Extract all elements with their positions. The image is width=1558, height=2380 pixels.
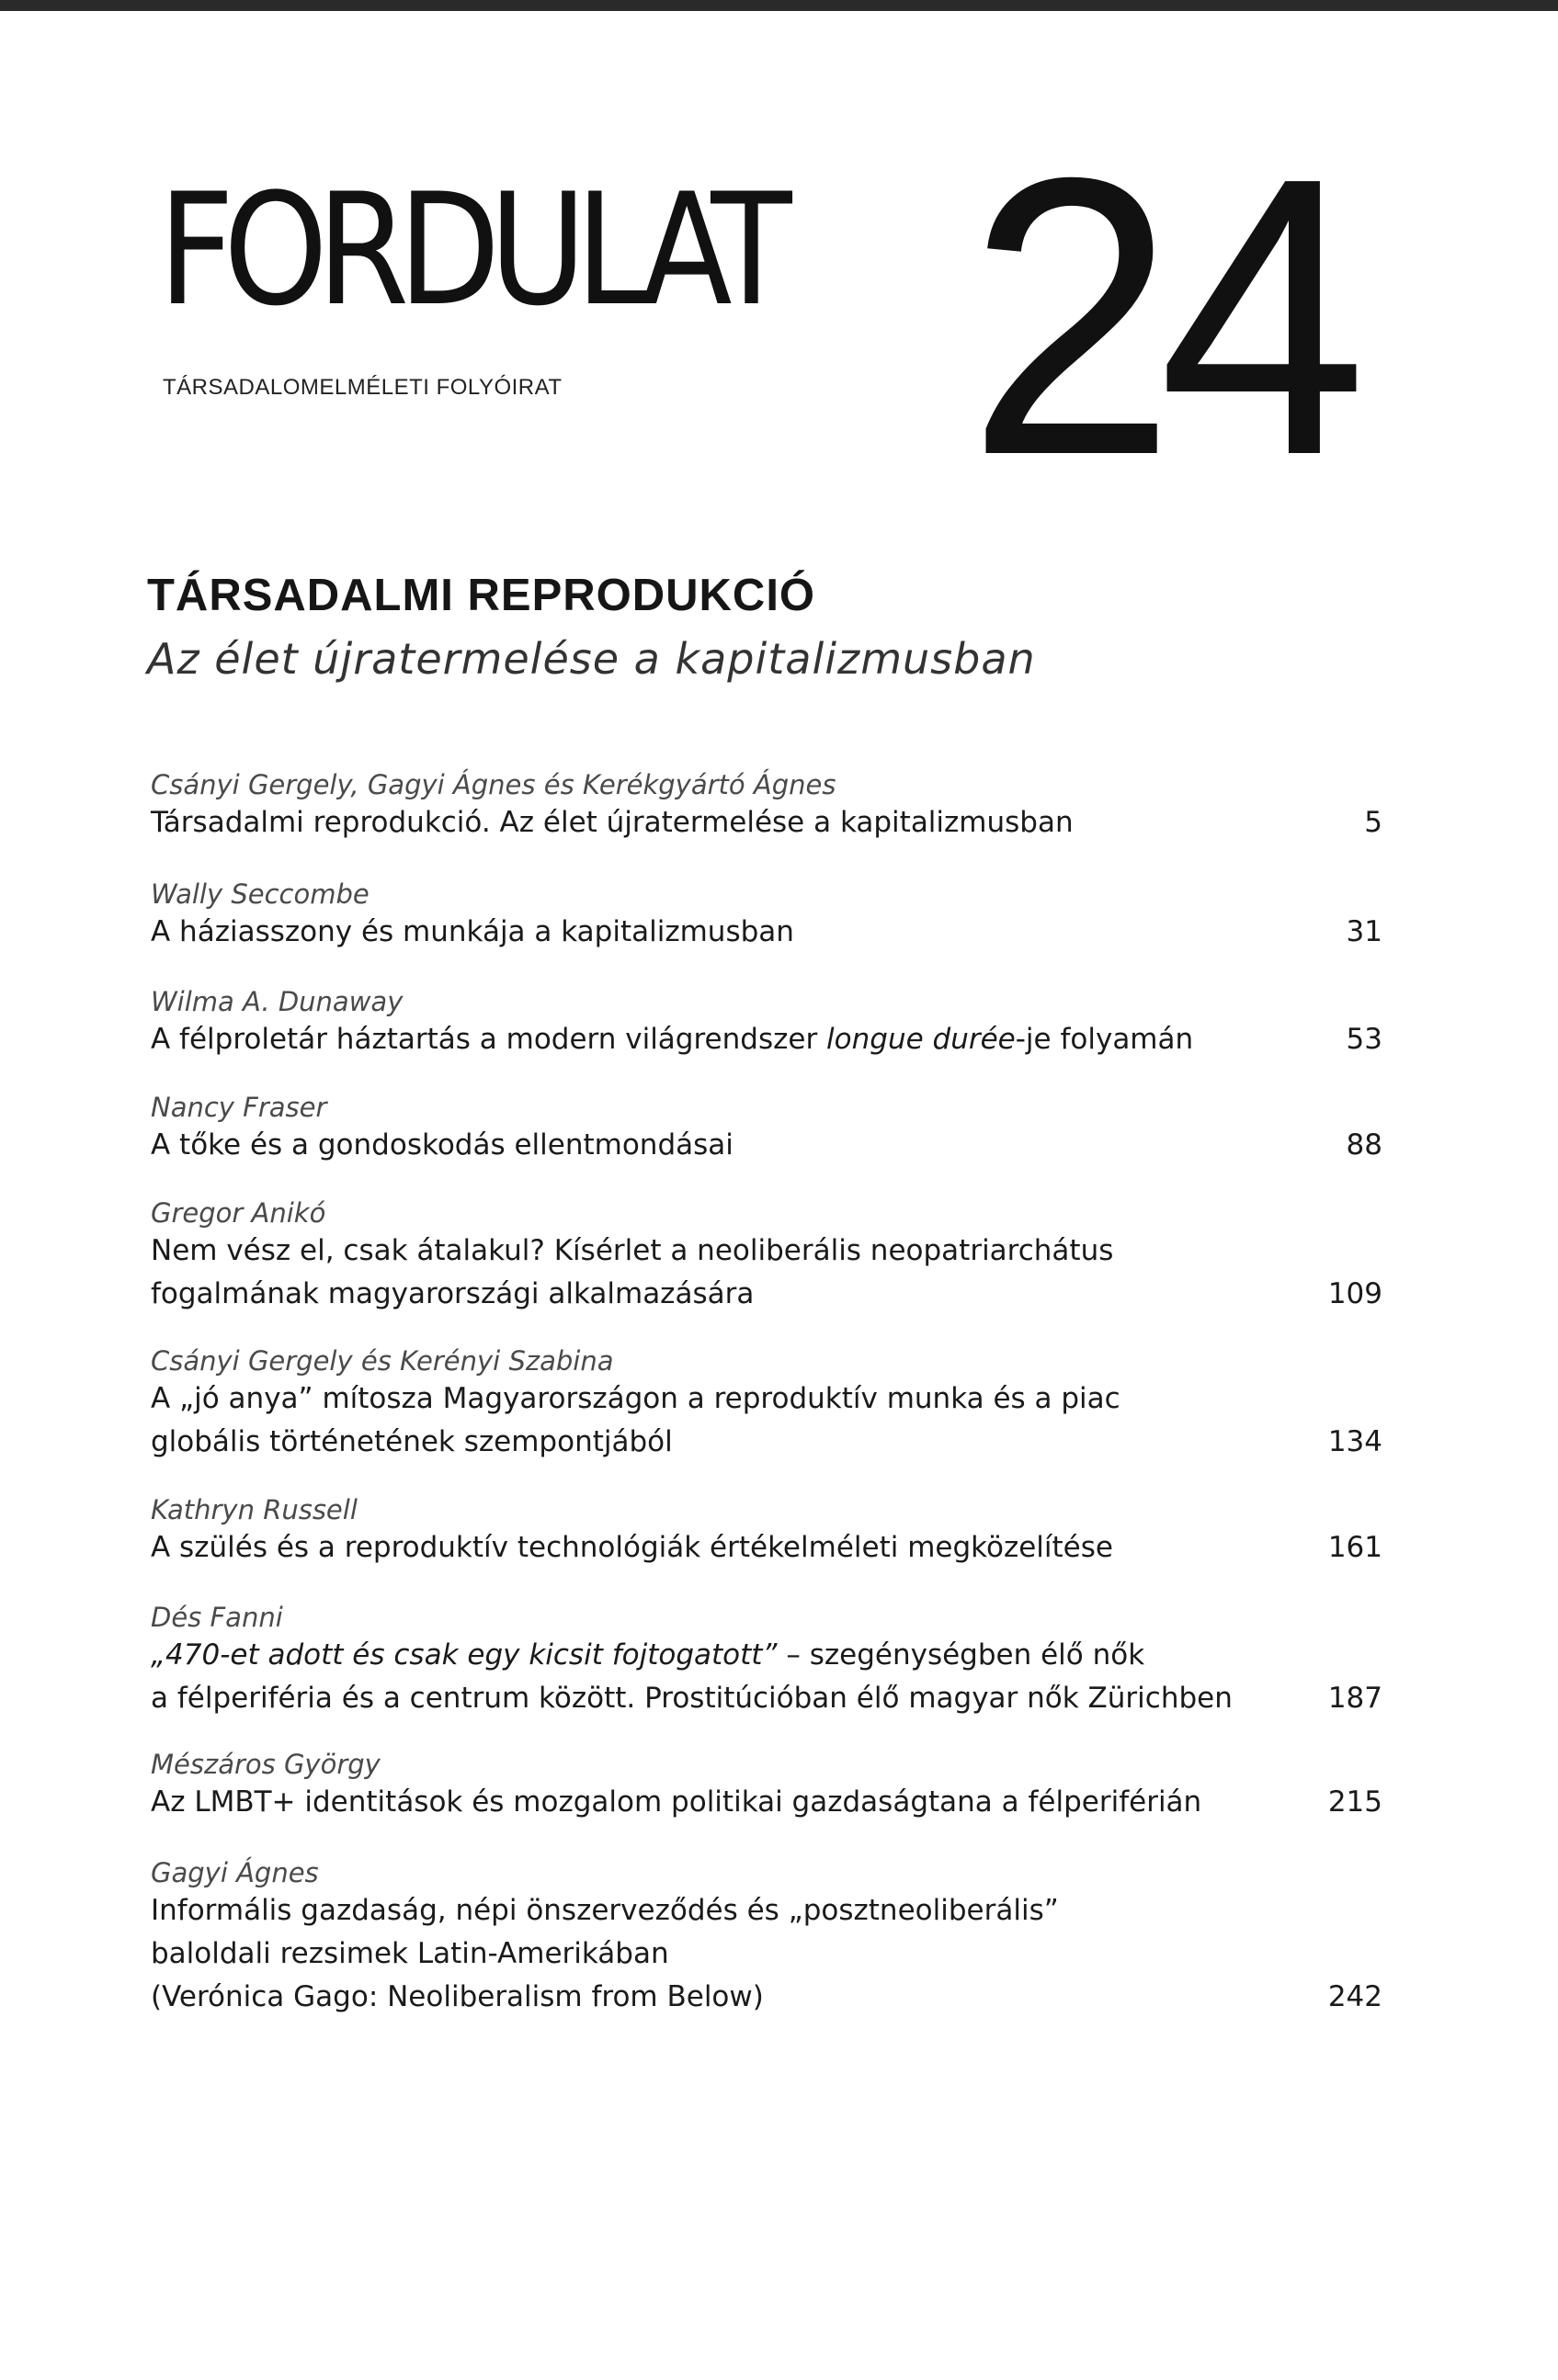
toc-entry <box>151 1344 1382 1464</box>
toc-author: Gagyi Ágnes <box>151 1857 319 1888</box>
toc-page-number: 134 <box>1327 1425 1382 1458</box>
toc-entry <box>151 768 1382 844</box>
toc-title: A tőke és a gondoskodás ellentmondásai <box>151 1128 734 1162</box>
toc-title: Társadalmi reprodukció. Az élet újratermelése a kapitalizmusban <box>151 806 1074 839</box>
toc-page-number: 187 <box>1327 1682 1382 1715</box>
toc-author: Mészáros György <box>151 1749 381 1780</box>
toc-author: Gregor Anikó <box>151 1197 326 1229</box>
toc-title: (Verónica Gago: Neoliberalism from Below) <box>151 1980 764 2013</box>
toc-title: A „jó anya” mítosza Magyarországon a reproduktív munka és a piac <box>151 1382 1120 1415</box>
toc-entry <box>151 878 1382 954</box>
toc-page-number: 5 <box>1364 806 1382 839</box>
issue-title: TÁRSADALMI REPRODUKCIÓ <box>147 571 816 620</box>
toc-entry <box>151 985 1382 1061</box>
toc-title-text: – szegénységben élő nők <box>777 1638 1145 1672</box>
top-edge-rule <box>0 0 1558 11</box>
toc-title: Nem vész el, csak átalakul? Kísérlet a neoliberális neopatriarchátus <box>151 1234 1114 1267</box>
toc-author: Nancy Fraser <box>151 1092 327 1123</box>
toc-title: fogalmának magyarországi alkalmazására <box>151 1277 755 1310</box>
toc-title <box>151 1634 1382 1677</box>
toc-page-number: 242 <box>1327 1980 1382 2013</box>
toc-author: Dés Fanni <box>151 1602 283 1633</box>
toc-title: A szülés és a reproduktív technológiák értékelméleti megközelítése <box>151 1531 1113 1564</box>
toc-page-number: 215 <box>1327 1785 1382 1819</box>
toc-entry <box>151 1748 1382 1824</box>
toc-author: Csányi Gergely és Kerényi Szabina <box>151 1345 614 1377</box>
issue-subtitle: Az élet újratermelése a kapitalizmusban <box>147 634 1036 684</box>
toc-entry <box>151 1091 1382 1167</box>
toc-entry <box>151 1601 1382 1720</box>
toc-title: baloldali rezsimek Latin-Amerikában <box>151 1937 669 1970</box>
toc-author: Wally Seccombe <box>151 878 370 910</box>
toc-page-number: 109 <box>1327 1277 1382 1310</box>
toc-title: Informális gazdaság, népi önszerveződés és „posztneoliberális” <box>151 1894 1059 1927</box>
toc-title-italic: longue durée <box>826 1023 1016 1056</box>
issue-number: 24 <box>967 96 1350 538</box>
journal-subtitle: TÁRSADALOMELMÉLETI FOLYÓIRAT <box>163 375 563 400</box>
toc-author: Csányi Gergely, Gagyi Ágnes és Kerékgyártó Ágnes <box>151 769 836 800</box>
toc-title-text: A félproletár háztartás a modern világrendszer <box>151 1023 827 1056</box>
toc-title-text: -je folyamán <box>1015 1023 1194 1056</box>
journal-title: FORDULAT <box>158 160 781 340</box>
toc-title: Az LMBT+ identitások és mozgalom politikai gazdaságtana a félperiférián <box>151 1785 1202 1819</box>
toc-page-number: 161 <box>1327 1531 1382 1564</box>
toc-page-number: 53 <box>1346 1023 1382 1056</box>
toc-entry <box>151 1493 1382 1570</box>
toc-title: globális történetének szempontjából <box>151 1425 673 1458</box>
toc-title-italic: „470-et adott és csak egy kicsit fojtogatott” <box>151 1638 778 1672</box>
toc-title <box>151 1018 1382 1061</box>
toc-entry <box>151 1196 1382 1316</box>
toc-page-number: 31 <box>1346 915 1382 948</box>
toc-entry <box>151 1856 1382 2019</box>
toc-author: Kathryn Russell <box>151 1494 358 1525</box>
toc-page-number: 88 <box>1346 1128 1382 1162</box>
toc-author: Wilma A. Dunaway <box>151 986 404 1017</box>
toc-title: A háziasszony és munkája a kapitalizmusban <box>151 915 794 948</box>
toc-title: a félperiféria és a centrum között. Prostitúcióban élő magyar nők Zürichben <box>151 1682 1233 1715</box>
